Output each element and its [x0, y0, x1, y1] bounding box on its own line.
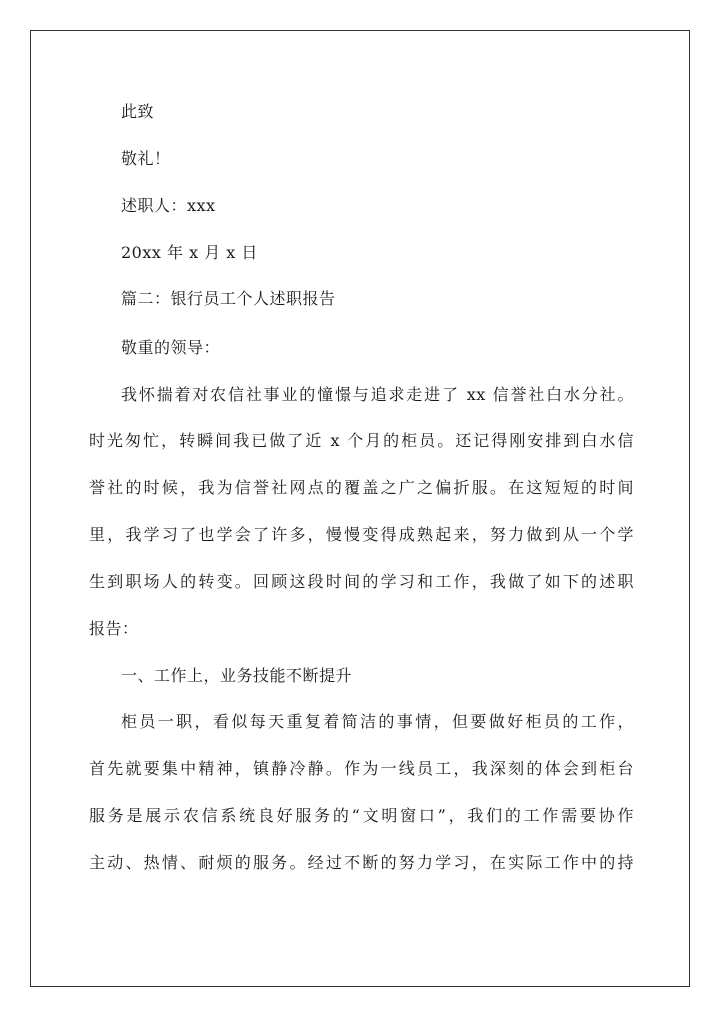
- closing-line-2: 敬礼！: [121, 149, 171, 168]
- paragraph-line: 生到职场人的转变。回顾这段时间的学习和工作，我做了如下的述职: [89, 572, 634, 591]
- paragraph-line: 里，我学习了也学会了许多，慢慢变得成熟起来，努力做到从一个学: [89, 525, 634, 544]
- paragraph-line: 誉社的时候，我为信誉社网点的覆盖之广之偏折服。在这短短的时间: [89, 478, 634, 497]
- salutation: 敬重的领导：: [121, 338, 221, 357]
- signer-line: 述职人：xxx: [121, 196, 216, 215]
- paragraph-line: 首先就要集中精神，镇静冷静。作为一线员工，我深刻的体会到柜台: [89, 759, 634, 778]
- paragraph-line: 主动、热情、耐烦的服务。经过不断的努力学习，在实际工作中的持: [89, 853, 634, 872]
- section-heading: 篇二：银行员工个人述职报告: [121, 289, 336, 308]
- paragraph-line: 我怀揣着对农信社事业的憧憬与追求走进了 xx 信誉社白水分社。: [121, 385, 634, 404]
- paragraph-line: 时光匆忙，转瞬间我已做了近 x 个月的柜员。还记得刚安排到白水信: [89, 431, 634, 450]
- closing-line-1: 此致: [121, 102, 155, 121]
- paragraph-line: 报告：: [89, 619, 139, 638]
- paragraph-line: 服务是展示农信系统良好服务的“文明窗口”，我们的工作需要协作: [89, 806, 634, 825]
- subheading: 一、工作上，业务技能不断提升: [121, 666, 353, 685]
- page-border: [30, 30, 690, 987]
- date-line: 20xx 年 x 月 x 日: [121, 243, 258, 262]
- paragraph-line: 柜员一职，看似每天重复着简洁的事情，但要做好柜员的工作，: [121, 712, 634, 731]
